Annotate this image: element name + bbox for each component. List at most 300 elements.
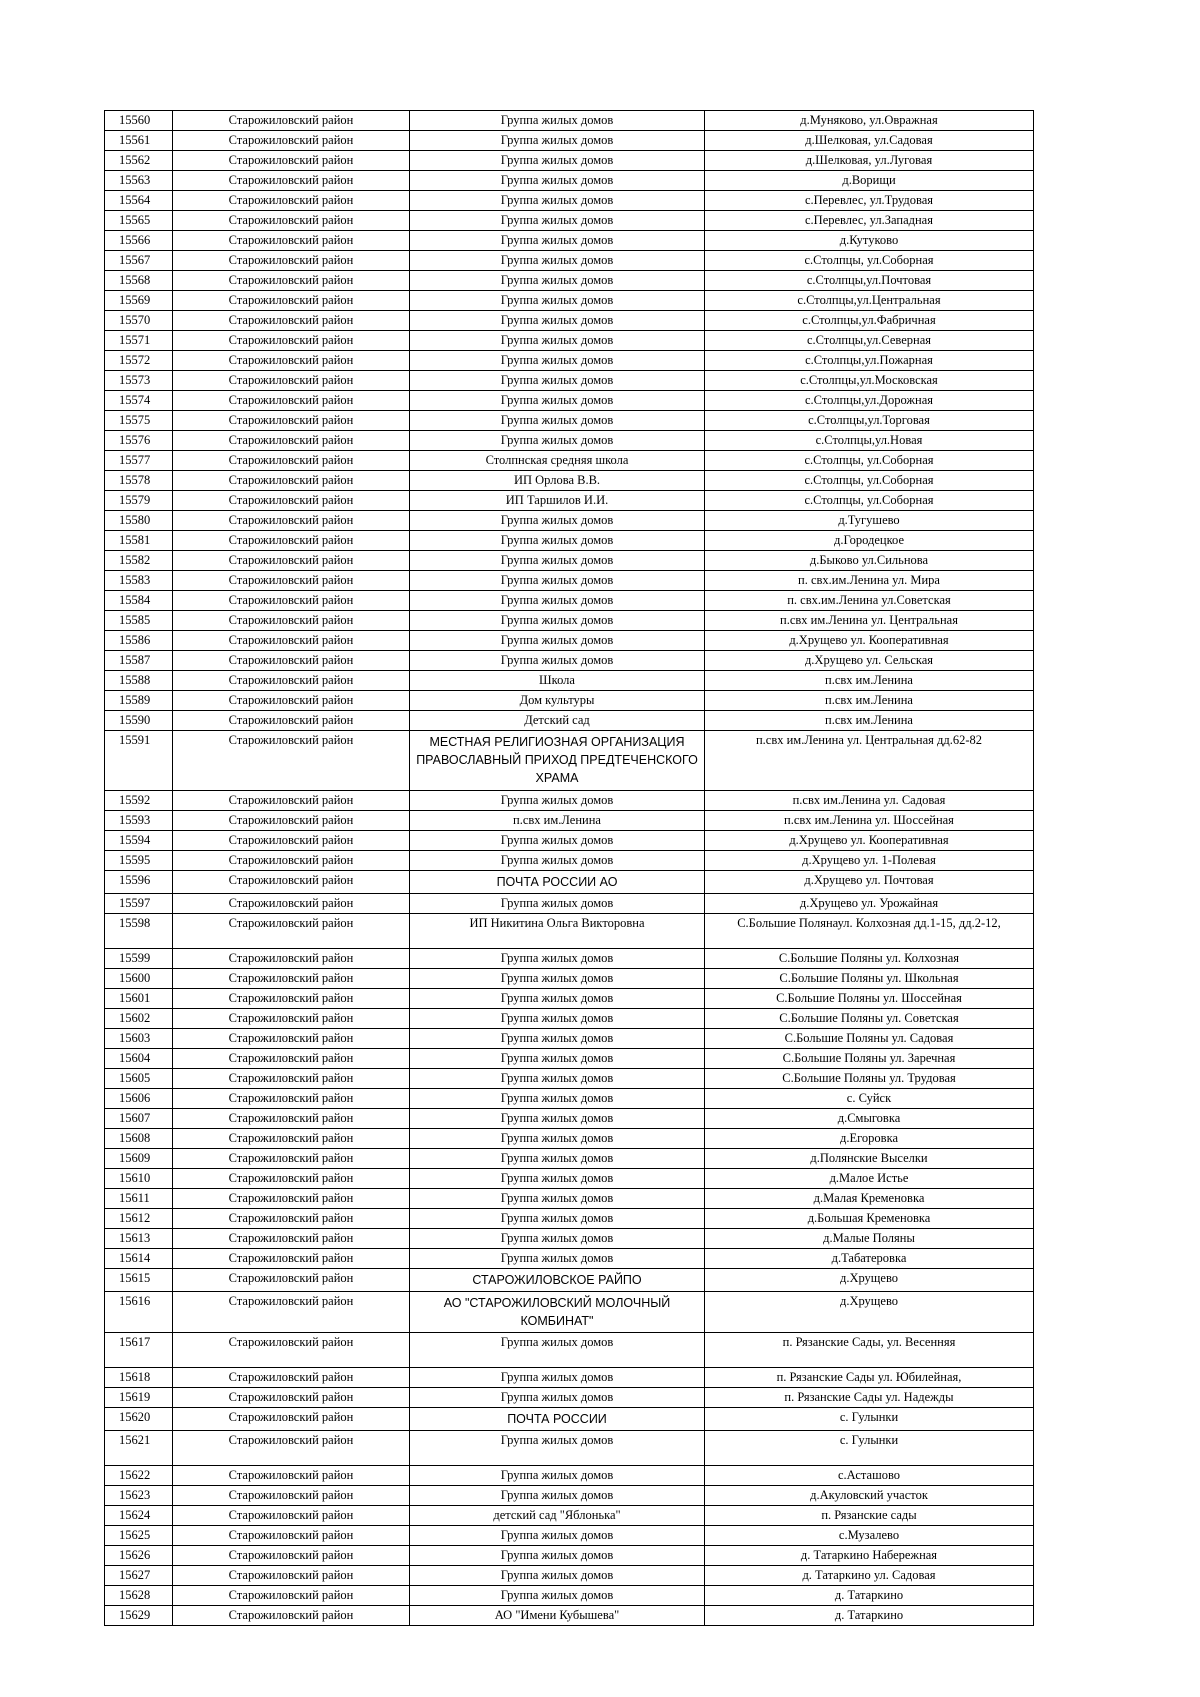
address-cell: д.Табатеровка	[705, 1249, 1034, 1269]
district-cell: Старожиловский район	[173, 1109, 410, 1129]
row-number-cell: 15609	[105, 1149, 173, 1169]
row-number-cell: 15606	[105, 1089, 173, 1109]
table-row	[105, 871, 1034, 894]
address-cell: с.Столпцы, ул.Соборная	[705, 491, 1034, 511]
object-cell: Группа жилых домов	[410, 331, 705, 351]
table-row	[105, 611, 1034, 631]
table-row	[105, 1506, 1034, 1526]
district-cell: Старожиловский район	[173, 451, 410, 471]
object-cell: Группа жилых домов	[410, 291, 705, 311]
object-cell: Группа жилых домов	[410, 1009, 705, 1029]
district-cell: Старожиловский район	[173, 894, 410, 914]
table-row	[105, 431, 1034, 451]
table-row	[105, 1129, 1034, 1149]
table-row	[105, 671, 1034, 691]
row-number-cell: 15621	[105, 1431, 173, 1466]
object-cell: Группа жилых домов	[410, 431, 705, 451]
address-cell: п. Рязанские Сады ул. Юбилейная,	[705, 1368, 1034, 1388]
object-cell: Группа жилых домов	[410, 1229, 705, 1249]
district-cell: Старожиловский район	[173, 1466, 410, 1486]
address-cell: С.Большие Поляны ул. Трудовая	[705, 1069, 1034, 1089]
table-row	[105, 1526, 1034, 1546]
table-row	[105, 1486, 1034, 1506]
object-cell: Группа жилых домов	[410, 894, 705, 914]
table-row	[105, 851, 1034, 871]
district-cell: Старожиловский район	[173, 1009, 410, 1029]
district-cell: Старожиловский район	[173, 831, 410, 851]
row-number-cell: 15602	[105, 1009, 173, 1029]
row-number-cell: 15566	[105, 231, 173, 251]
table-row	[105, 311, 1034, 331]
object-cell: ПОЧТА РОССИИ АО	[410, 871, 705, 894]
district-cell: Старожиловский район	[173, 331, 410, 351]
row-number-cell: 15622	[105, 1466, 173, 1486]
district-cell: Старожиловский район	[173, 211, 410, 231]
object-cell: Группа жилых домов	[410, 191, 705, 211]
row-number-cell: 15598	[105, 914, 173, 949]
address-cell: д.Ворищи	[705, 171, 1034, 191]
table-body	[105, 111, 1034, 1626]
row-number-cell: 15562	[105, 151, 173, 171]
district-cell: Старожиловский район	[173, 1506, 410, 1526]
object-cell: Группа жилых домов	[410, 1546, 705, 1566]
object-cell: Группа жилых домов	[410, 1526, 705, 1546]
row-number-cell: 15611	[105, 1189, 173, 1209]
district-cell: Старожиловский район	[173, 989, 410, 1009]
table-row	[105, 711, 1034, 731]
object-cell: Школа	[410, 671, 705, 691]
district-cell: Старожиловский район	[173, 1209, 410, 1229]
object-cell: Группа жилых домов	[410, 1431, 705, 1466]
address-cell: п.свх им.Ленина ул. Центральная	[705, 611, 1034, 631]
row-number-cell: 15597	[105, 894, 173, 914]
district-cell: Старожиловский район	[173, 691, 410, 711]
address-cell: д.Хрущево ул. 1-Полевая	[705, 851, 1034, 871]
address-cell: п.свх им.Ленина	[705, 671, 1034, 691]
object-cell: АО "Имени Кубышева"	[410, 1606, 705, 1626]
address-cell: д. Татаркино	[705, 1606, 1034, 1626]
object-cell: Группа жилых домов	[410, 551, 705, 571]
address-cell: д.Хрущево ул. Кооперативная	[705, 831, 1034, 851]
address-cell: д. Татаркино	[705, 1586, 1034, 1606]
row-number-cell: 15595	[105, 851, 173, 871]
address-cell: с.Столпцы,ул.Фабричная	[705, 311, 1034, 331]
object-cell: Группа жилых домов	[410, 1169, 705, 1189]
object-cell: Группа жилых домов	[410, 111, 705, 131]
object-cell: Группа жилых домов	[410, 391, 705, 411]
object-cell: Группа жилых домов	[410, 251, 705, 271]
address-cell: д.Смыговка	[705, 1109, 1034, 1129]
address-cell: С.Большие Поляны ул. Колхозная	[705, 949, 1034, 969]
district-cell: Старожиловский район	[173, 511, 410, 531]
table-row	[105, 989, 1034, 1009]
district-cell: Старожиловский район	[173, 351, 410, 371]
address-cell: д.Шелковая, ул.Садовая	[705, 131, 1034, 151]
district-cell: Старожиловский район	[173, 949, 410, 969]
object-cell: Группа жилых домов	[410, 1049, 705, 1069]
table-row	[105, 1333, 1034, 1368]
row-number-cell: 15582	[105, 551, 173, 571]
district-cell: Старожиловский район	[173, 1486, 410, 1506]
row-number-cell: 15587	[105, 651, 173, 671]
address-cell: д.Акуловский участок	[705, 1486, 1034, 1506]
district-cell: Старожиловский район	[173, 611, 410, 631]
address-cell: д.Шелковая, ул.Луговая	[705, 151, 1034, 171]
district-cell: Старожиловский район	[173, 591, 410, 611]
table-row	[105, 591, 1034, 611]
object-cell: Группа жилых домов	[410, 611, 705, 631]
table-row	[105, 491, 1034, 511]
address-cell: с.Столпцы,ул.Дорожная	[705, 391, 1034, 411]
district-cell: Старожиловский район	[173, 111, 410, 131]
district-cell: Старожиловский район	[173, 711, 410, 731]
address-cell: д.Хрущево ул. Урожайная	[705, 894, 1034, 914]
district-cell: Старожиловский район	[173, 171, 410, 191]
district-cell: Старожиловский район	[173, 1069, 410, 1089]
district-cell: Старожиловский район	[173, 1169, 410, 1189]
address-cell: С.Большие Полянаул. Колхозная дд.1-15, дд.2-12,	[705, 914, 1034, 949]
object-cell: Группа жилых домов	[410, 1109, 705, 1129]
address-cell: д.Малые Поляны	[705, 1229, 1034, 1249]
row-number-cell: 15620	[105, 1408, 173, 1431]
district-cell: Старожиловский район	[173, 1368, 410, 1388]
table-row	[105, 411, 1034, 431]
district-cell: Старожиловский район	[173, 811, 410, 831]
object-cell: МЕСТНАЯ РЕЛИГИОЗНАЯ ОРГАНИЗАЦИЯ ПРАВОСЛАВНЫЙ ПРИХОД ПРЕДТЕЧЕНСКОГО ХРАМА	[410, 731, 705, 791]
address-cell: с.Столпцы,ул.Пожарная	[705, 351, 1034, 371]
object-cell: Группа жилых домов	[410, 271, 705, 291]
object-cell: Группа жилых домов	[410, 651, 705, 671]
address-cell: д.Хрущево	[705, 1269, 1034, 1292]
address-cell: с. Гулынки	[705, 1431, 1034, 1466]
table-row	[105, 1431, 1034, 1466]
address-cell: д.Тугушево	[705, 511, 1034, 531]
district-cell: Старожиловский район	[173, 271, 410, 291]
district-cell: Старожиловский район	[173, 1431, 410, 1466]
address-cell: с.Столпцы,ул.Северная	[705, 331, 1034, 351]
table-row	[105, 651, 1034, 671]
address-cell: с. Гулынки	[705, 1408, 1034, 1431]
district-cell: Старожиловский район	[173, 251, 410, 271]
table-row	[105, 371, 1034, 391]
address-cell: с. Суйск	[705, 1089, 1034, 1109]
district-cell: Старожиловский район	[173, 1189, 410, 1209]
table-row	[105, 1149, 1034, 1169]
row-number-cell: 15577	[105, 451, 173, 471]
table-row	[105, 231, 1034, 251]
object-cell: ИП Никитина Ольга Викторовна	[410, 914, 705, 949]
district-cell: Старожиловский район	[173, 371, 410, 391]
row-number-cell: 15573	[105, 371, 173, 391]
district-cell: Старожиловский район	[173, 1249, 410, 1269]
row-number-cell: 15571	[105, 331, 173, 351]
object-cell: Группа жилых домов	[410, 1089, 705, 1109]
address-cell: д.Большая Кременовка	[705, 1209, 1034, 1229]
district-cell: Старожиловский район	[173, 571, 410, 591]
table-row	[105, 391, 1034, 411]
district-cell: Старожиловский район	[173, 311, 410, 331]
table-row	[105, 1189, 1034, 1209]
district-cell: Старожиловский район	[173, 231, 410, 251]
object-cell: Группа жилых домов	[410, 571, 705, 591]
row-number-cell: 15574	[105, 391, 173, 411]
row-number-cell: 15579	[105, 491, 173, 511]
object-cell: Группа жилых домов	[410, 1069, 705, 1089]
district-cell: Старожиловский район	[173, 731, 410, 791]
address-cell: д.Хрущево	[705, 1292, 1034, 1333]
object-cell: Группа жилых домов	[410, 949, 705, 969]
row-number-cell: 15600	[105, 969, 173, 989]
address-cell: с.Перевлес, ул.Западная	[705, 211, 1034, 231]
table-row	[105, 111, 1034, 131]
object-cell: Группа жилых домов	[410, 1249, 705, 1269]
address-cell: п.свх им.Ленина ул. Шоссейная	[705, 811, 1034, 831]
row-number-cell: 15596	[105, 871, 173, 894]
table-row	[105, 271, 1034, 291]
row-number-cell: 15580	[105, 511, 173, 531]
district-cell: Старожиловский район	[173, 851, 410, 871]
table-row	[105, 1368, 1034, 1388]
district-cell: Старожиловский район	[173, 914, 410, 949]
object-cell: Группа жилых домов	[410, 231, 705, 251]
table-row	[105, 1009, 1034, 1029]
address-cell: с.Столпцы, ул.Соборная	[705, 251, 1034, 271]
row-number-cell: 15615	[105, 1269, 173, 1292]
object-cell: Дом культуры	[410, 691, 705, 711]
district-cell: Старожиловский район	[173, 131, 410, 151]
address-cell: С.Большие Поляны ул. Советская	[705, 1009, 1034, 1029]
table-row	[105, 1089, 1034, 1109]
table-row	[105, 471, 1034, 491]
table-row	[105, 151, 1034, 171]
table-row	[105, 1249, 1034, 1269]
address-cell: п. Рязанские сады	[705, 1506, 1034, 1526]
district-cell: Старожиловский район	[173, 391, 410, 411]
district-cell: Старожиловский район	[173, 531, 410, 551]
table-row	[105, 1069, 1034, 1089]
object-cell: ИП Орлова В.В.	[410, 471, 705, 491]
table-row	[105, 1209, 1034, 1229]
object-cell: Группа жилых домов	[410, 1209, 705, 1229]
object-cell: Группа жилых домов	[410, 531, 705, 551]
district-cell: Старожиловский район	[173, 791, 410, 811]
row-number-cell: 15614	[105, 1249, 173, 1269]
row-number-cell: 15629	[105, 1606, 173, 1626]
table-row	[105, 1388, 1034, 1408]
row-number-cell: 15628	[105, 1586, 173, 1606]
address-cell: с.Столпцы, ул.Соборная	[705, 451, 1034, 471]
row-number-cell: 15567	[105, 251, 173, 271]
object-cell: Группа жилых домов	[410, 371, 705, 391]
table-row	[105, 351, 1034, 371]
object-cell: Группа жилых домов	[410, 1466, 705, 1486]
table-row	[105, 894, 1034, 914]
table-row	[105, 171, 1034, 191]
address-cell: д. Татаркино ул. Садовая	[705, 1566, 1034, 1586]
address-cell: п.свх им.Ленина	[705, 711, 1034, 731]
table-row	[105, 1229, 1034, 1249]
district-cell: Старожиловский район	[173, 471, 410, 491]
object-cell: ПОЧТА РОССИИ	[410, 1408, 705, 1431]
table-row	[105, 451, 1034, 471]
row-number-cell: 15605	[105, 1069, 173, 1089]
address-cell: д.Егоровка	[705, 1129, 1034, 1149]
district-cell: Старожиловский район	[173, 551, 410, 571]
object-cell: Группа жилых домов	[410, 791, 705, 811]
object-cell: Столпнская средняя школа	[410, 451, 705, 471]
object-cell: Группа жилых домов	[410, 1149, 705, 1169]
district-cell: Старожиловский район	[173, 1029, 410, 1049]
table-row	[105, 1466, 1034, 1486]
address-cell: п. свх.им.Ленина ул.Советская	[705, 591, 1034, 611]
address-cell: С.Большие Поляны ул. Садовая	[705, 1029, 1034, 1049]
table-row	[105, 1169, 1034, 1189]
district-cell: Старожиловский район	[173, 651, 410, 671]
district-cell: Старожиловский район	[173, 491, 410, 511]
address-cell: с.Столпцы, ул.Соборная	[705, 471, 1034, 491]
table-row	[105, 531, 1034, 551]
row-number-cell: 15608	[105, 1129, 173, 1149]
district-cell: Старожиловский район	[173, 631, 410, 651]
address-cell: с.Столпцы,ул.Почтовая	[705, 271, 1034, 291]
table-row	[105, 1546, 1034, 1566]
object-cell: Группа жилых домов	[410, 591, 705, 611]
object-cell: Группа жилых домов	[410, 1586, 705, 1606]
table-row	[105, 551, 1034, 571]
table-row	[105, 1586, 1034, 1606]
table-row	[105, 131, 1034, 151]
row-number-cell: 15618	[105, 1368, 173, 1388]
document-page	[104, 110, 1033, 1626]
table-row	[105, 1606, 1034, 1626]
address-cell: п. свх.им.Ленина ул. Мира	[705, 571, 1034, 591]
object-cell: Группа жилых домов	[410, 151, 705, 171]
object-cell: Группа жилых домов	[410, 1129, 705, 1149]
address-cell: д.Городецкое	[705, 531, 1034, 551]
row-number-cell: 15568	[105, 271, 173, 291]
district-cell: Старожиловский район	[173, 1269, 410, 1292]
row-number-cell: 15591	[105, 731, 173, 791]
address-cell: с.Перевлес, ул.Трудовая	[705, 191, 1034, 211]
row-number-cell: 15570	[105, 311, 173, 331]
row-number-cell: 15607	[105, 1109, 173, 1129]
table-row	[105, 949, 1034, 969]
district-cell: Старожиловский район	[173, 1049, 410, 1069]
address-cell: с.Столпцы,ул.Новая	[705, 431, 1034, 451]
address-cell: С.Большие Поляны ул. Шоссейная	[705, 989, 1034, 1009]
row-number-cell: 15612	[105, 1209, 173, 1229]
district-cell: Старожиловский район	[173, 1229, 410, 1249]
object-cell: Группа жилых домов	[410, 969, 705, 989]
table-row	[105, 211, 1034, 231]
row-number-cell: 15589	[105, 691, 173, 711]
address-cell: с.Столпцы,ул.Московская	[705, 371, 1034, 391]
table-row	[105, 1566, 1034, 1586]
object-cell: Группа жилых домов	[410, 1566, 705, 1586]
table-row	[105, 1049, 1034, 1069]
district-cell: Старожиловский район	[173, 871, 410, 894]
address-cell: д.Полянские Выселки	[705, 1149, 1034, 1169]
district-cell: Старожиловский район	[173, 1408, 410, 1431]
address-cell: д.Малое Истье	[705, 1169, 1034, 1189]
row-number-cell: 15603	[105, 1029, 173, 1049]
table-row	[105, 831, 1034, 851]
object-cell: Группа жилых домов	[410, 851, 705, 871]
address-cell: п.свх им.Ленина ул. Садовая	[705, 791, 1034, 811]
table-row	[105, 571, 1034, 591]
row-number-cell: 15578	[105, 471, 173, 491]
table-row	[105, 1269, 1034, 1292]
table-row	[105, 191, 1034, 211]
district-cell: Старожиловский район	[173, 1129, 410, 1149]
district-cell: Старожиловский район	[173, 1586, 410, 1606]
address-cell: с.Асташово	[705, 1466, 1034, 1486]
table-row	[105, 914, 1034, 949]
district-cell: Старожиловский район	[173, 969, 410, 989]
object-cell: ИП Таршилов И.И.	[410, 491, 705, 511]
address-cell: д. Татаркино Набережная	[705, 1546, 1034, 1566]
row-number-cell: 15563	[105, 171, 173, 191]
district-cell: Старожиловский район	[173, 1089, 410, 1109]
object-cell: Группа жилых домов	[410, 1189, 705, 1209]
object-cell: Группа жилых домов	[410, 1333, 705, 1368]
row-number-cell: 15565	[105, 211, 173, 231]
object-cell: Группа жилых домов	[410, 1368, 705, 1388]
object-cell: АО "СТАРОЖИЛОВСКИЙ МОЛОЧНЫЙ КОМБИНАТ"	[410, 1292, 705, 1333]
object-cell: Группа жилых домов	[410, 631, 705, 651]
row-number-cell: 15564	[105, 191, 173, 211]
row-number-cell: 15569	[105, 291, 173, 311]
table-row	[105, 791, 1034, 811]
table-row	[105, 1292, 1034, 1333]
row-number-cell: 15561	[105, 131, 173, 151]
object-cell: Группа жилых домов	[410, 989, 705, 1009]
district-cell: Старожиловский район	[173, 1149, 410, 1169]
address-cell: п. Рязанские Сады, ул. Весенняя	[705, 1333, 1034, 1368]
row-number-cell: 15585	[105, 611, 173, 631]
row-number-cell: 15601	[105, 989, 173, 1009]
row-number-cell: 15593	[105, 811, 173, 831]
address-cell: с.Столпцы,ул.Торговая	[705, 411, 1034, 431]
object-cell: п.свх им.Ленина	[410, 811, 705, 831]
address-cell: д.Быково ул.Сильнова	[705, 551, 1034, 571]
row-number-cell: 15576	[105, 431, 173, 451]
table-row	[105, 1408, 1034, 1431]
district-cell: Старожиловский район	[173, 291, 410, 311]
row-number-cell: 15604	[105, 1049, 173, 1069]
row-number-cell: 15584	[105, 591, 173, 611]
row-number-cell: 15586	[105, 631, 173, 651]
table-row	[105, 811, 1034, 831]
row-number-cell: 15610	[105, 1169, 173, 1189]
row-number-cell: 15626	[105, 1546, 173, 1566]
row-number-cell: 15617	[105, 1333, 173, 1368]
address-cell: п.свх им.Ленина	[705, 691, 1034, 711]
district-cell: Старожиловский район	[173, 191, 410, 211]
address-cell: д.Кутуково	[705, 231, 1034, 251]
address-cell: д.Хрущево ул. Сельская	[705, 651, 1034, 671]
object-cell: Детский сад	[410, 711, 705, 731]
object-cell: Группа жилых домов	[410, 411, 705, 431]
row-number-cell: 15625	[105, 1526, 173, 1546]
address-cell: д.Муняково, ул.Овражная	[705, 111, 1034, 131]
row-number-cell: 15623	[105, 1486, 173, 1506]
row-number-cell: 15613	[105, 1229, 173, 1249]
district-cell: Старожиловский район	[173, 1388, 410, 1408]
row-number-cell: 15624	[105, 1506, 173, 1526]
address-cell: С.Большие Поляны ул. Заречная	[705, 1049, 1034, 1069]
object-cell: Группа жилых домов	[410, 831, 705, 851]
